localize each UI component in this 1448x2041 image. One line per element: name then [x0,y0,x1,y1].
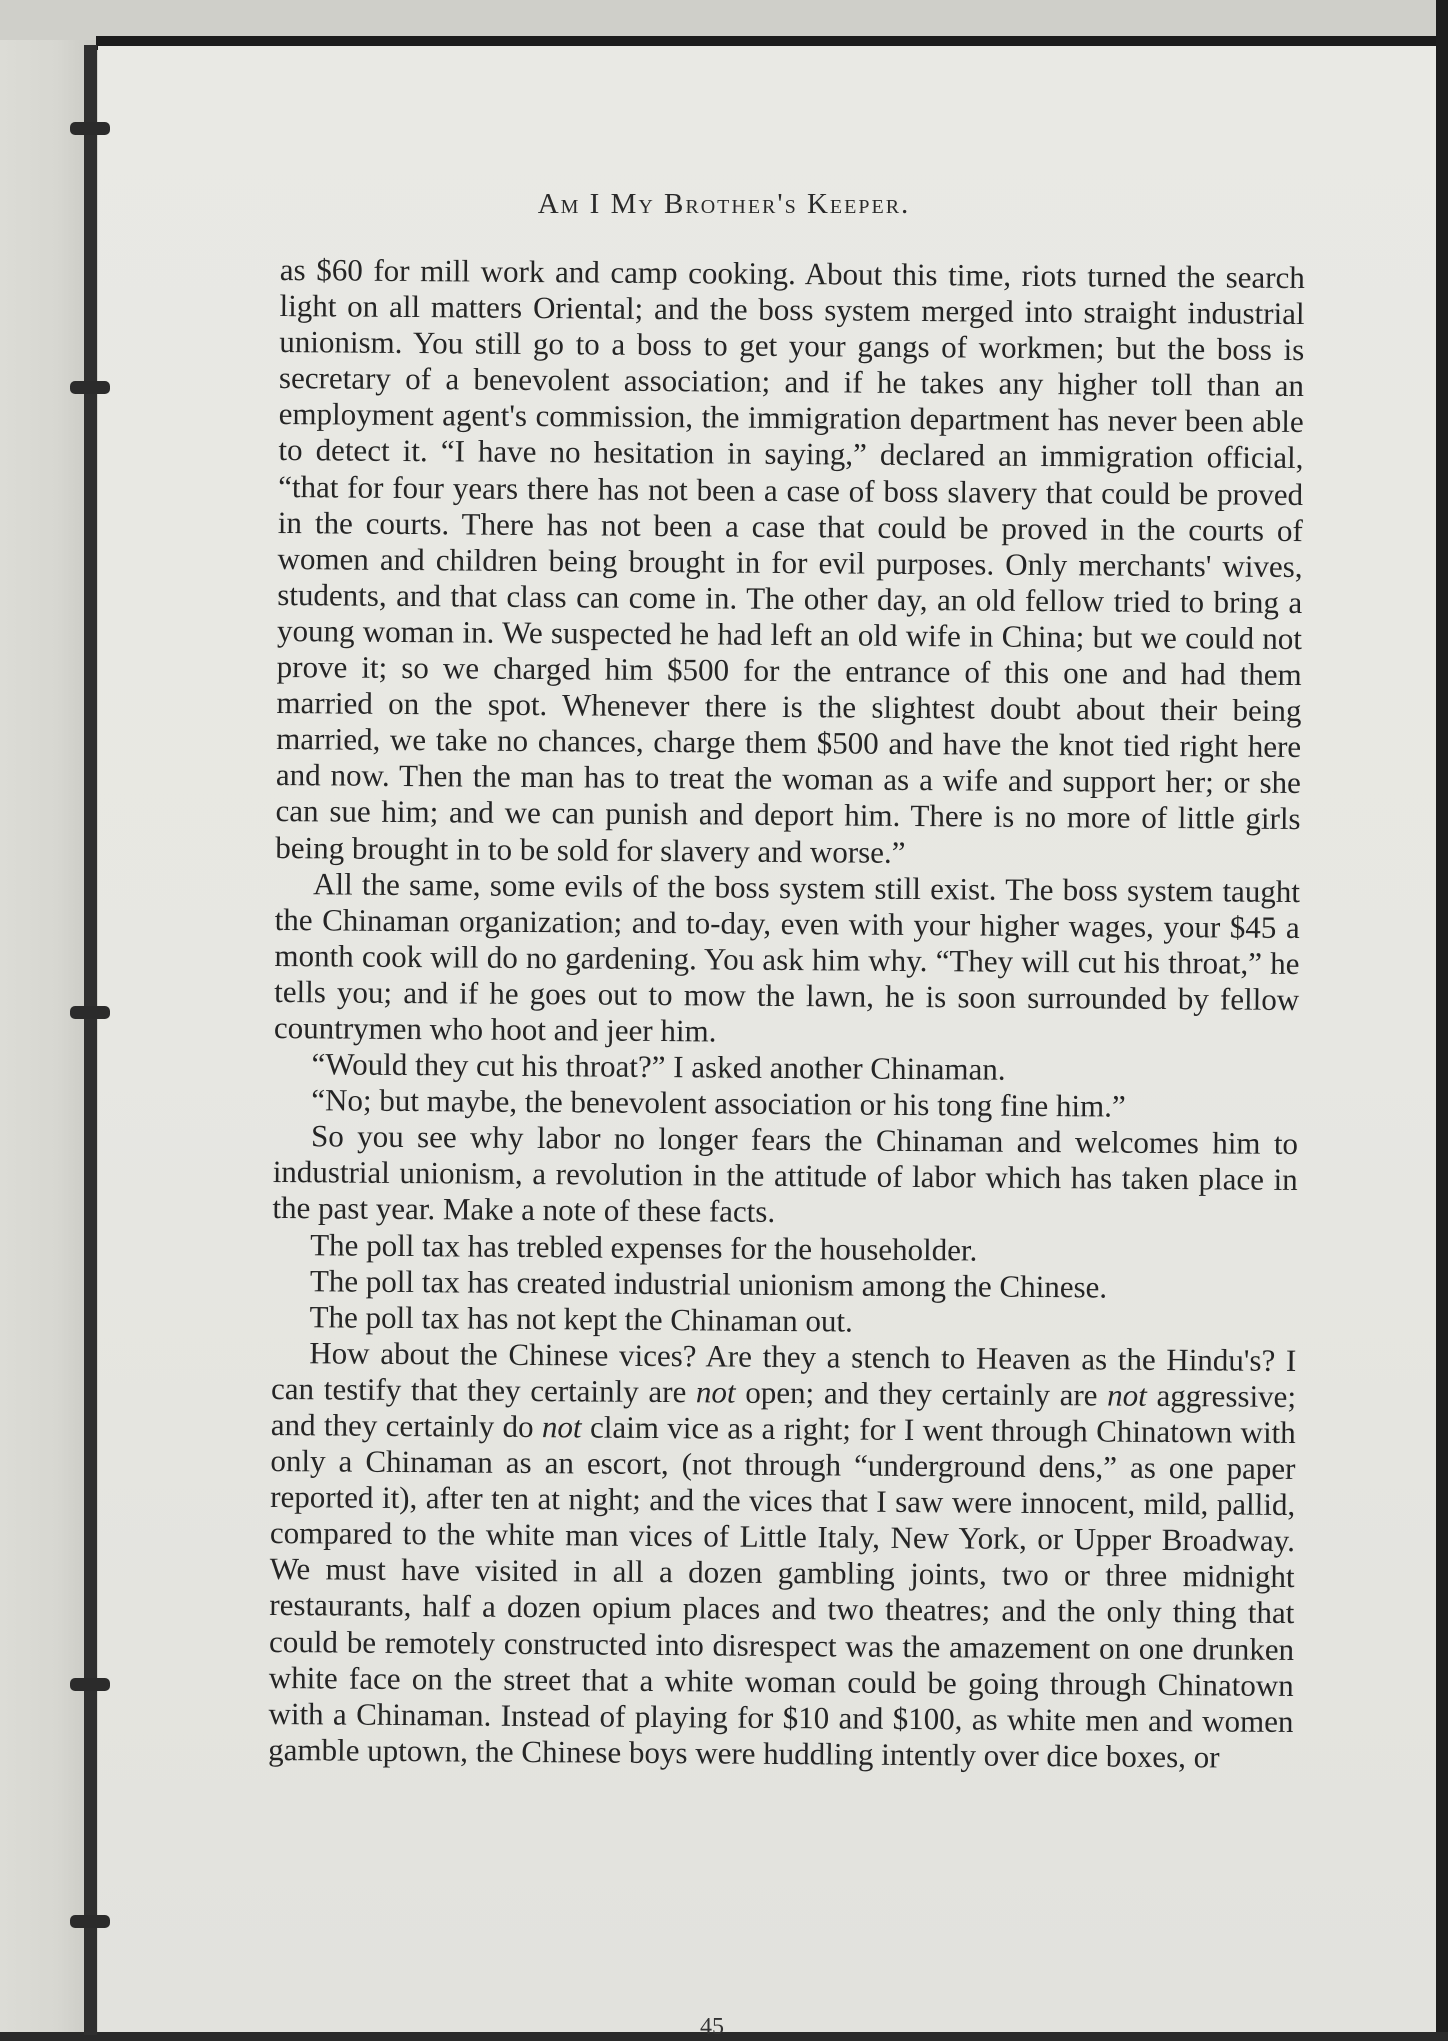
fact-line: The poll tax has not kept the Chinaman out. [309,1298,854,1339]
binding-stitch [70,1678,110,1691]
running-header: Am I My Brother's Keeper. [537,188,911,220]
paragraph: All the same, some evils of the boss system still exist. The boss system taught the Chinaman organization; and to-day, even with your higher wages, your $45 a month cook will do no gardening. You ask him why. “They will cut his throat,” he tells you; and if he goes out to mow the lawn, he is soon surrounded by fellow countrymen who hoot and jeer him. [273,865,1301,1049]
scan-right-border [1436,0,1448,2032]
paragraph: “Would they cut his throat?” I asked another Chinaman. [311,1046,1006,1087]
fact-line: The poll tax has trebled expenses for the householder. [310,1226,978,1268]
page-number: 45 [700,2014,724,2040]
text-run: open; and they certainly are [735,1374,1108,1413]
text-run: claim vice as a right; for I went through Chinatown with only a Chinaman as an escort, (not through “underground dens,” as one paper reported it), after ten at night; and the vices that I saw were innocent, mild, pallid, compared to the white man vices of Little Italy, New York, or Upper Broadway. We must have visited in all a dozen gambling joints, two or three midnight restaurants, half a dozen opium places and two theatres; and the only thing that could be remotely constructed into disrespect was the amazement on one drunken white face on the street that a white woman could be going through Chinatown with a Chinaman. Instead of playing for $10 and $100, as white men and women gamble uptown, the Chinese boys were huddling intently over dice boxes, or [268,1409,1296,1775]
binding-stitch [70,122,110,135]
paragraph: “No; but maybe, the benevolent association or his tong fine him.” [311,1082,1126,1124]
text-run: How about the Chinese vices? Are they a stench to Heaven as the Hindu's? I can testify that they certainly are [270,1335,1297,1410]
page-body [268,252,1305,1776]
paragraph [268,1335,1296,1776]
facing-page-edge [0,40,96,2032]
binding-stitch [70,1006,110,1019]
paragraph: So you see why labor no longer fears the Chinaman and welcomes him to industrial unionism, a revolution in the attitude of labor which has taken place in the past year. Make a note of these facts. [272,1118,1299,1230]
binding-cord [84,45,97,2035]
italic-emphasis: not [695,1374,736,1410]
text-run: aggressive; and they certainly do [270,1377,1297,1445]
fact-line: The poll tax has created industrial unionism among the Chinese. [309,1262,1108,1305]
paragraph: as $60 for mill work and camp cooking. About this time, riots turned the search light on all matters Oriental; and the boss system merged into straight industrial unionism. You still go to a boss to get your gangs of workmen; but the boss is secretary of a benevolent association; and if he takes any higher toll than an employment agent's commission, the immigration department has never been able to detect it. “I have no hesitation in saying,” declared an immigration official, “that for four years there has not been a case of boss slavery that could be proved in the courts. There has not been a case that could be proved in the courts of women and children being brought in for evil purposes. Only merchants' wives, students, and that class can come in. The other day, an old fellow tried to bring a young woman in. We suspected he had left an old wife in China; but we could not prove it; so we charged him $500 for the entrance of this one and had them married on the spot. Whenever there is the slightest doubt about their being married, we take no chances, charge them $500 and have the knot tied right here and now. Then the man has to treat the woman as a wife and support her; or she can sue him; and we can punish and deport him. There is no more of little girls being brought in to be sold for slavery and worse.” [275,252,1305,870]
binding-stitch [70,381,110,394]
italic-emphasis: not [1107,1377,1147,1413]
italic-emphasis: not [541,1409,582,1445]
binding-stitch [70,1915,110,1928]
